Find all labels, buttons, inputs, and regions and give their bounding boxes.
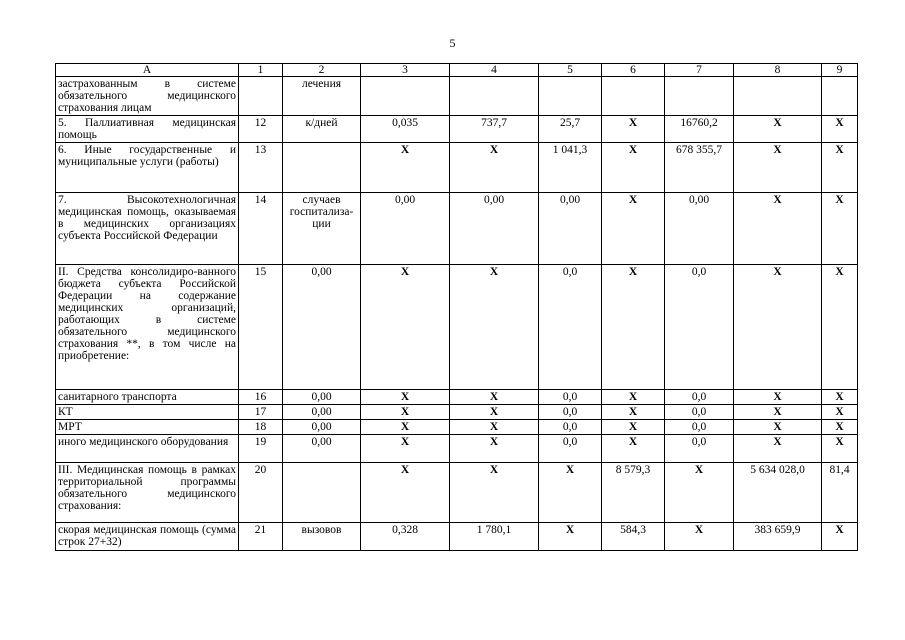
table-cell xyxy=(239,77,283,116)
table-cell: Х xyxy=(450,435,539,463)
table-cell: Х xyxy=(450,405,539,420)
table-cell: 0,00 xyxy=(283,420,361,435)
table-cell: Х xyxy=(734,193,822,265)
table-cell: Х xyxy=(602,435,665,463)
table-cell: Х xyxy=(822,435,858,463)
table-cell: 0,0 xyxy=(539,435,602,463)
table-cell: Х xyxy=(602,420,665,435)
table-cell: Х xyxy=(361,143,450,193)
row-description-cell: 5. Паллиативная медицинская помощь xyxy=(56,116,239,143)
table-row xyxy=(56,405,858,420)
table-cell: Х xyxy=(450,390,539,405)
table-cell: Х xyxy=(734,405,822,420)
header-row xyxy=(56,64,858,77)
table-cell: Х xyxy=(361,435,450,463)
column-header: 1 xyxy=(239,64,283,77)
table-cell: Х xyxy=(361,463,450,523)
column-header: 7 xyxy=(665,64,734,77)
table-row xyxy=(56,77,858,116)
table-cell: 18 xyxy=(239,420,283,435)
table-cell: Х xyxy=(734,143,822,193)
table-cell: 0,00 xyxy=(283,405,361,420)
column-header: 9 xyxy=(822,64,858,77)
table-cell: Х xyxy=(822,193,858,265)
table-cell: 13 xyxy=(239,143,283,193)
table-cell: Х xyxy=(602,143,665,193)
table-cell: 0,0 xyxy=(539,390,602,405)
table-cell: Х xyxy=(539,523,602,551)
table-cell: 1 780,1 xyxy=(450,523,539,551)
table-cell: Х xyxy=(822,116,858,143)
table-row xyxy=(56,390,858,405)
table-cell: Х xyxy=(734,390,822,405)
row-description-cell: МРТ xyxy=(56,420,239,435)
table-cell: 737,7 xyxy=(450,116,539,143)
table-cell: 19 xyxy=(239,435,283,463)
table-row xyxy=(56,193,858,265)
table-cell: 25,7 xyxy=(539,116,602,143)
table-cell: 16760,2 xyxy=(665,116,734,143)
table-cell: 0,0 xyxy=(665,390,734,405)
column-header: А xyxy=(56,64,239,77)
table-cell: случаев госпитализа-ции xyxy=(283,193,361,265)
table-cell: Х xyxy=(602,265,665,390)
table-cell: Х xyxy=(602,405,665,420)
row-description-cell: III. Медицинская помощь в рамках территориальной программы обязательного медицинского страхования: xyxy=(56,463,239,523)
data-table xyxy=(55,63,858,551)
table-cell: Х xyxy=(822,265,858,390)
table-cell: 0,0 xyxy=(665,420,734,435)
table-cell: 383 659,9 xyxy=(734,523,822,551)
table-cell: 12 xyxy=(239,116,283,143)
table-cell: 0,00 xyxy=(283,435,361,463)
table-cell: 81,4 xyxy=(822,463,858,523)
table-cell: вызовов xyxy=(283,523,361,551)
table-cell: Х xyxy=(665,523,734,551)
row-description-cell: скорая медицинская помощь (сумма строк 27+32) xyxy=(56,523,239,551)
table-cell: Х xyxy=(602,193,665,265)
table-cell xyxy=(450,77,539,116)
table-cell: 0,00 xyxy=(283,390,361,405)
table-cell: Х xyxy=(602,390,665,405)
table-cell: Х xyxy=(734,435,822,463)
table-cell: 20 xyxy=(239,463,283,523)
table-cell: 0,00 xyxy=(361,193,450,265)
table-cell xyxy=(734,77,822,116)
column-header: 8 xyxy=(734,64,822,77)
table-row xyxy=(56,420,858,435)
row-description-cell: иного медицинского оборудования xyxy=(56,435,239,463)
table-cell: Х xyxy=(602,116,665,143)
table-cell xyxy=(602,77,665,116)
table-cell: Х xyxy=(539,463,602,523)
table-row xyxy=(56,116,858,143)
table-cell xyxy=(822,77,858,116)
row-description-cell: II. Средства консолидиро-ванного бюджета субъекта Российской Федерации на содержание медицинских организаций, работающих в системе обязательного медицинского страхования **, в том числе на приобретение: xyxy=(56,265,239,390)
table-cell: 8 579,3 xyxy=(602,463,665,523)
table-row xyxy=(56,265,858,390)
table-cell: Х xyxy=(822,420,858,435)
row-description-cell: 6. Иные государственные и муниципальные услуги (работы) xyxy=(56,143,239,193)
table-cell: Х xyxy=(361,405,450,420)
table-cell: 0,0 xyxy=(539,405,602,420)
table-cell: 0,035 xyxy=(361,116,450,143)
table-cell: 584,3 xyxy=(602,523,665,551)
table-cell: 0,00 xyxy=(450,193,539,265)
column-header: 3 xyxy=(361,64,450,77)
table-cell: 0,0 xyxy=(539,420,602,435)
table-cell: 0,0 xyxy=(665,435,734,463)
table-cell: 21 xyxy=(239,523,283,551)
table-cell: Х xyxy=(450,265,539,390)
table-cell: Х xyxy=(734,420,822,435)
table-cell: Х xyxy=(734,265,822,390)
table-cell: 1 041,3 xyxy=(539,143,602,193)
table-row xyxy=(56,463,858,523)
table-cell xyxy=(665,77,734,116)
table-cell: 16 xyxy=(239,390,283,405)
table-cell: 15 xyxy=(239,265,283,390)
column-header: 4 xyxy=(450,64,539,77)
table-cell: 0,0 xyxy=(665,265,734,390)
table-cell: Х xyxy=(361,420,450,435)
table-cell: 0,00 xyxy=(665,193,734,265)
table-row xyxy=(56,143,858,193)
table-cell: Х xyxy=(450,143,539,193)
row-description-cell: КТ xyxy=(56,405,239,420)
page-number: 5 xyxy=(449,36,456,50)
table-cell: Х xyxy=(361,390,450,405)
table-cell: Х xyxy=(822,390,858,405)
table-cell: 0,00 xyxy=(539,193,602,265)
table-cell: Х xyxy=(665,463,734,523)
row-description-cell: санитарного транспорта xyxy=(56,390,239,405)
column-header: 2 xyxy=(283,64,361,77)
table-row xyxy=(56,435,858,463)
table-cell: Х xyxy=(361,265,450,390)
table-cell: к/дней xyxy=(283,116,361,143)
table-row xyxy=(56,523,858,551)
table-cell: Х xyxy=(822,143,858,193)
table-cell: Х xyxy=(734,116,822,143)
table-cell: Х xyxy=(822,523,858,551)
table-cell: 0,0 xyxy=(665,405,734,420)
column-header: 5 xyxy=(539,64,602,77)
table-cell: 0,0 xyxy=(539,265,602,390)
table-cell: Х xyxy=(450,420,539,435)
table-cell: 14 xyxy=(239,193,283,265)
table-cell: 0,328 xyxy=(361,523,450,551)
table-cell: лечения xyxy=(283,77,361,116)
table-cell: 17 xyxy=(239,405,283,420)
table-cell xyxy=(283,143,361,193)
row-description-cell: застрахованным в системе обязательного медицинского страхования лицам xyxy=(56,77,239,116)
table-cell: 0,00 xyxy=(283,265,361,390)
table-cell xyxy=(283,463,361,523)
table-cell: 678 355,7 xyxy=(665,143,734,193)
table-cell: Х xyxy=(450,463,539,523)
table-cell xyxy=(361,77,450,116)
table-cell: 5 634 028,0 xyxy=(734,463,822,523)
table-cell: Х xyxy=(822,405,858,420)
row-description-cell: 7. Высокотехнологичная медицинская помощь, оказываемая в медицинских организациях субъекта Российской Федерации xyxy=(56,193,239,265)
column-header: 6 xyxy=(602,64,665,77)
table-body xyxy=(56,77,858,551)
table-cell xyxy=(539,77,602,116)
